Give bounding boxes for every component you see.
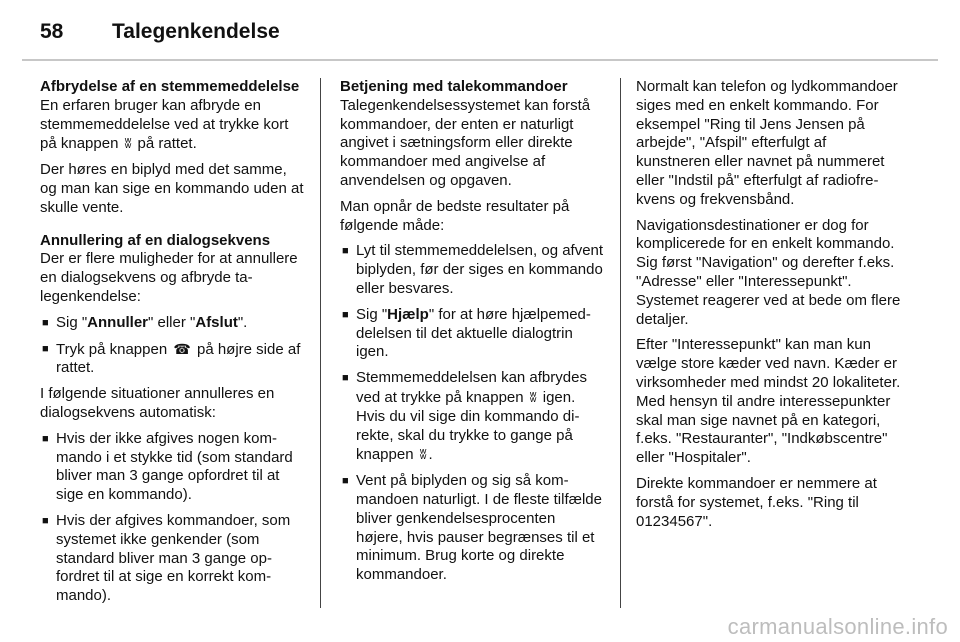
voice-icon: ʬ — [419, 446, 427, 463]
list-item — [40, 512, 306, 606]
section-heading: Afbrydelse af en stemmemeddelelse — [40, 78, 300, 95]
list-text: Tryk på knappen — [56, 340, 168, 358]
bullet-icon: ■ — [42, 342, 49, 355]
paragraph: Der høres en biplyd med det samme, og man kan sige en kommando uden at skulle vente. — [40, 161, 304, 216]
column-middle — [340, 78, 606, 592]
list-text: igen. Hvis du vil sige din kommando direkte, skal du trykke to gange på knappen — [356, 388, 580, 464]
command-word: Hjælp — [387, 305, 429, 323]
list-text: " for at høre hjælpemeddelelsen til det aktuelle dialogtrin igen. — [356, 305, 591, 361]
paragraph: Talegenkendelsessystemet kan forstå kommandoer, der enten er naturligt angivet i sætningsform eller direkte kommandoer med angivelse af anvendelsen og opgaven. — [340, 96, 591, 189]
paragraph: Man opnår de bedste resultater på følgende måde: — [340, 197, 570, 234]
bullet-list — [40, 314, 306, 378]
bullet-list — [40, 430, 306, 606]
page-title: Talegenkendelse — [112, 20, 280, 43]
bullet-icon: ■ — [342, 372, 349, 385]
list-item — [340, 306, 606, 362]
list-item — [340, 242, 606, 298]
column-right — [636, 78, 902, 538]
list-text: Sig " — [356, 305, 388, 323]
command-word: Afslut — [195, 313, 238, 331]
section-cancel — [40, 232, 306, 606]
bullet-icon: ■ — [342, 475, 349, 488]
column-divider — [620, 78, 621, 608]
paragraph: I følgende situationer annulleres en dialogsekvens automatisk: — [40, 385, 275, 421]
header-divider — [22, 59, 938, 61]
bullet-icon: ■ — [42, 316, 49, 329]
list-text: Sig " — [56, 313, 88, 331]
list-text: " eller " — [148, 313, 196, 331]
voice-icon: ʬ — [124, 135, 132, 152]
list-text: Vent på biplyden og sig så kommandoen naturligt. I de fleste tilfælde bliver genkendelsesprocenten højere, hvis pauser begrænses til et minimum. Brug korte og direkte kommandoer. — [356, 472, 602, 584]
section-heading: Annullering af en dialogsekvens — [40, 231, 271, 249]
list-text: Hvis der ikke afgives nogen kommando i et stykke tid (som standard bliver man 3 gange opfordret til at sige en kommando). — [56, 429, 293, 504]
paragraph: Normalt kan telefon og lydkommandoer siges med en enkelt kommando. For eksempel "Ring til Jens Jensen på arbejde", "Afspil" efterfulgt af kunstneren eller navnet på nummeret eller "Indstil på" efterfulgt af radiofrekvens og frekvensbånd. — [636, 78, 898, 208]
bullet-icon: ■ — [342, 245, 349, 258]
column-left — [40, 78, 306, 613]
paragraph-text: En erfaren bruger kan afbryde en stemmemeddelelse ved at trykke kort på knappen — [40, 96, 289, 153]
list-text: Stemmemeddelelsen kan afbrydes ved at trykke på knappen — [356, 369, 587, 406]
page-header — [40, 20, 280, 44]
bullet-icon: ■ — [342, 308, 349, 321]
voice-icon: ʬ — [529, 388, 537, 405]
watermark: carmanualsonline.info — [727, 614, 948, 639]
command-word: Annuller — [87, 313, 149, 331]
section-heading: Betjening med talekommandoer — [340, 78, 568, 95]
paragraph: Direkte kommandoer er nemmere at forstå for systemet, f.eks. "Ring til 01234567". — [636, 474, 877, 530]
bullet-icon: ■ — [42, 432, 49, 445]
section-interrupt — [40, 78, 306, 218]
list-text: Lyt til stemmemeddelelsen, og afvent biplyden, før der siges en kommando eller besvares. — [356, 242, 604, 297]
paragraph: Navigationsdestinationer er dog for komplicerede for en enkelt kommando. Sig først "Navigation" og derefter f.eks. "Adresse" eller "Interessepunkt". Systemet reagerer ved at bede om flere detaljer. — [636, 216, 901, 328]
list-item — [40, 430, 306, 505]
hangup-icon: ☎ — [173, 340, 191, 357]
list-item — [340, 369, 606, 465]
paragraph: Der er flere muligheder for at annullere en dialogsekvens og afbryde talegenkendelse: — [40, 250, 298, 305]
page-number: 58 — [40, 20, 64, 43]
list-text: . — [428, 446, 433, 464]
list-text: ". — [237, 313, 248, 331]
paragraph — [40, 97, 306, 154]
list-item — [40, 314, 306, 333]
bullet-list — [340, 242, 606, 585]
list-text: på højre side af rattet. — [56, 340, 301, 377]
bullet-icon: ■ — [42, 514, 49, 527]
column-divider — [320, 78, 321, 608]
list-item — [40, 340, 306, 379]
list-item — [340, 472, 606, 585]
paragraph-text: på rattet. — [137, 135, 197, 153]
paragraph: Efter "Interessepunkt" kan man kun vælge store kæder ved navn. Kæder er virksomheder med mindst 20 lokaliteter. Med hensyn til andre interessepunkter skal man sige navnet på en kategori, f.eks. "Restauranter", "Indkøbscentre" eller "Hospitaler". — [636, 336, 901, 467]
list-text: Hvis der afgives kommandoer, som systemet ikke genkender (som standard bliver man 3 gange opfordret til at sige en korrekt kommando). — [56, 511, 291, 605]
